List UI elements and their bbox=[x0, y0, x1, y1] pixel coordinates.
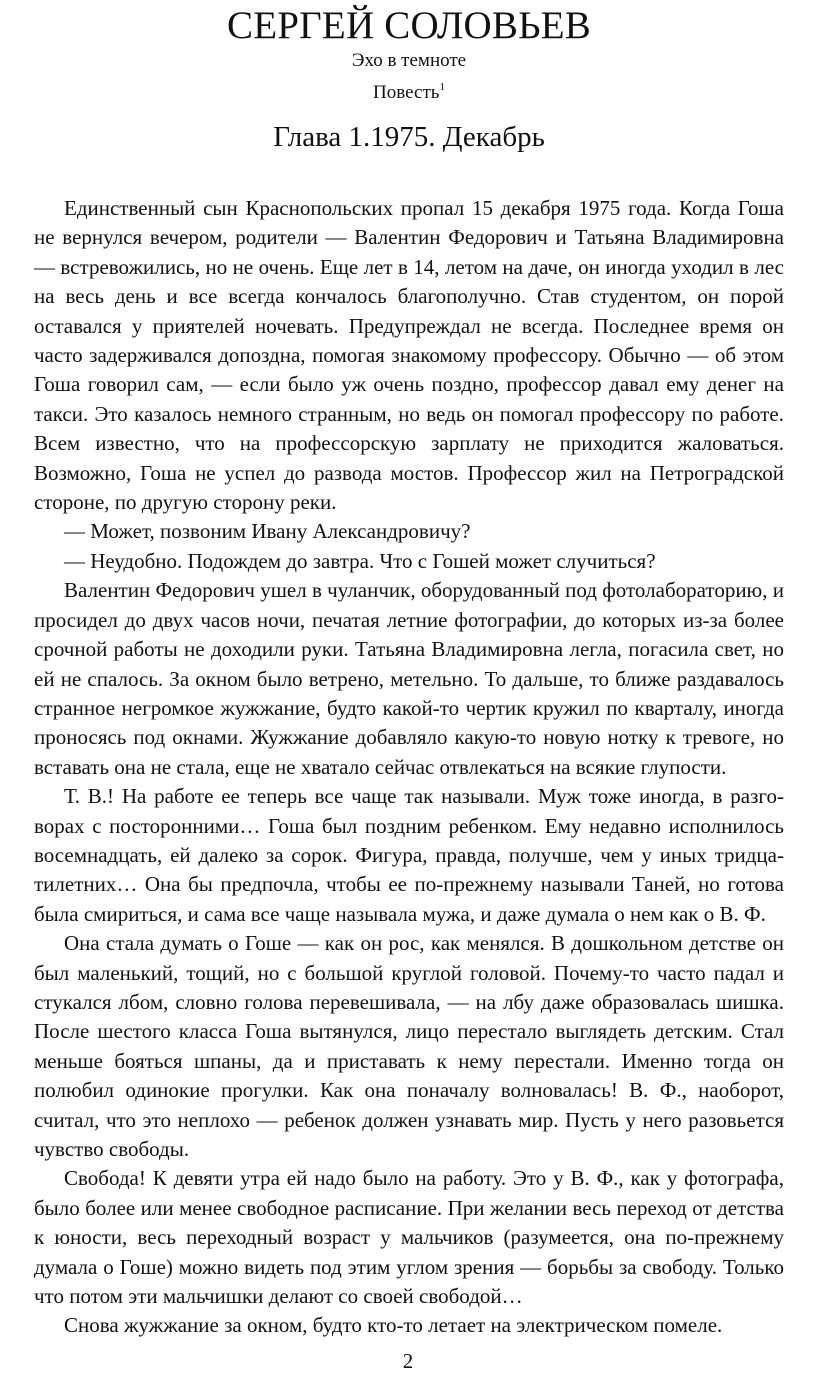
work-title: Эхо в темноте bbox=[351, 50, 467, 71]
paragraph: Валентин Федорович ушел в чуланчик, оборудованный под фотолабораторию, и просидел до двух часов ночи, печатая летние фотографии, до которых из-за более срочной работы не доходили руки. Татьяна Владимировна легла, погасила свет, но ей не спалось. За окном было ветрено, метельно. То дальше, то ближе раздавалось странное негромкое жужжание, будто какой-то чертик кружил по кварталу, иногда проносясь под окнами. Жужжание добавляло какую-то новую нотку к тревоге, но вставать она не стала, еще не хватало сейчас отвлекаться на всякие глупости. bbox=[34, 578, 784, 779]
page-number: 2 bbox=[402, 1349, 414, 1373]
paragraph: Свобода! К девяти утра ей надо было на работу. Это у В. Ф., как у фотографа, было более или менее свободное расписание. При желании весь переход от детства к юности, весь переходный возраст у мальчиков (разумеется, она по-прежнему думала о Гоше) можно видеть под этим углом зрения — борьбы за свободу. Только что потом эти мальчишки делают со своей свободой… bbox=[34, 1166, 784, 1309]
paragraph: Снова жужжание за окном, будто кто-то летает на электрическом помеле. bbox=[64, 1313, 723, 1338]
paragraph: Единственный сын Краснопольских пропал 15 декабря 1975 года. Когда Гоша не вернулся вечером, родители — Валентин Федорович и Татьяна Владимировна — встревожились, но не очень. Еще лет в 14, летом на даче, он иногда уходил в лес на весь день и все всегда кончалось благополучно. Став студентом, он порой оставался у приятелей ночевать. Предупреждал не всегда. Последнее время он часто задерживался допоздна, помогая знакомому профессору. Обычно — об этом Гоша говорил сам, — если было уж очень поздно, профессор давал ему денег на такси. Это казалось немного странным, но ведь он помогал профессору по работе. Всем известно, что на профессорскую зарплату не приходится жаловаться. Возможно, Гоша не успел до развода мостов. Профессор жил на Петроградской стороне, по другую сторону реки. bbox=[34, 196, 784, 515]
work-genre: Повесть bbox=[373, 82, 440, 103]
paragraph: — Неудобно. Подождем до завтра. Что с Гошей может случиться? bbox=[64, 548, 656, 573]
chapter-title: Глава 1.1975. Декабрь bbox=[273, 121, 545, 153]
paragraph: — Может, позвоним Ивану Александровичу? bbox=[64, 519, 471, 544]
work-genre-line bbox=[34, 74, 784, 106]
body-text bbox=[34, 194, 784, 1341]
paragraph: Она стала думать о Гоше — как он рос, как менялся. В дошкольном детстве он был маленький, тощий, но с большой круглой головой. Почему-то часто падал и стукался лбом, словно голова перевешивала, — на лбу даже образовалась шишка. После шестого класса Гоша вытянулся, лицо перестало выглядеть детским. Стал меньше бояться шпаны, да и приставать к нему перестали. Именно тогда он полюбил одинокие прогулки. Как она поначалу волновалась! В. Ф., наоборот, считал, что это неплохо — ребенок должен узнавать мир. Пусть у него разовьется чувство свободы. bbox=[34, 931, 784, 1161]
paragraph: Т. В.! На работе ее теперь все чаще так называли. Муж тоже иногда, в разговорах с посторонними… Гоша был поздним ребенком. Ему недавно исполнилось восемнадцать, ей далеко за сорок. Фигура, правда, получше, чем у иных тридцатилетних… Она бы предпочла, чтобы ее по-прежнему называли Таней, но готова была смириться, и сама все чаще называла мужа, и даже думала о нем как о В. Ф. bbox=[34, 784, 784, 926]
footnote-mark: 1 bbox=[439, 81, 445, 93]
author-name: СЕРГЕЙ СОЛОВЬЕВ bbox=[227, 4, 591, 47]
